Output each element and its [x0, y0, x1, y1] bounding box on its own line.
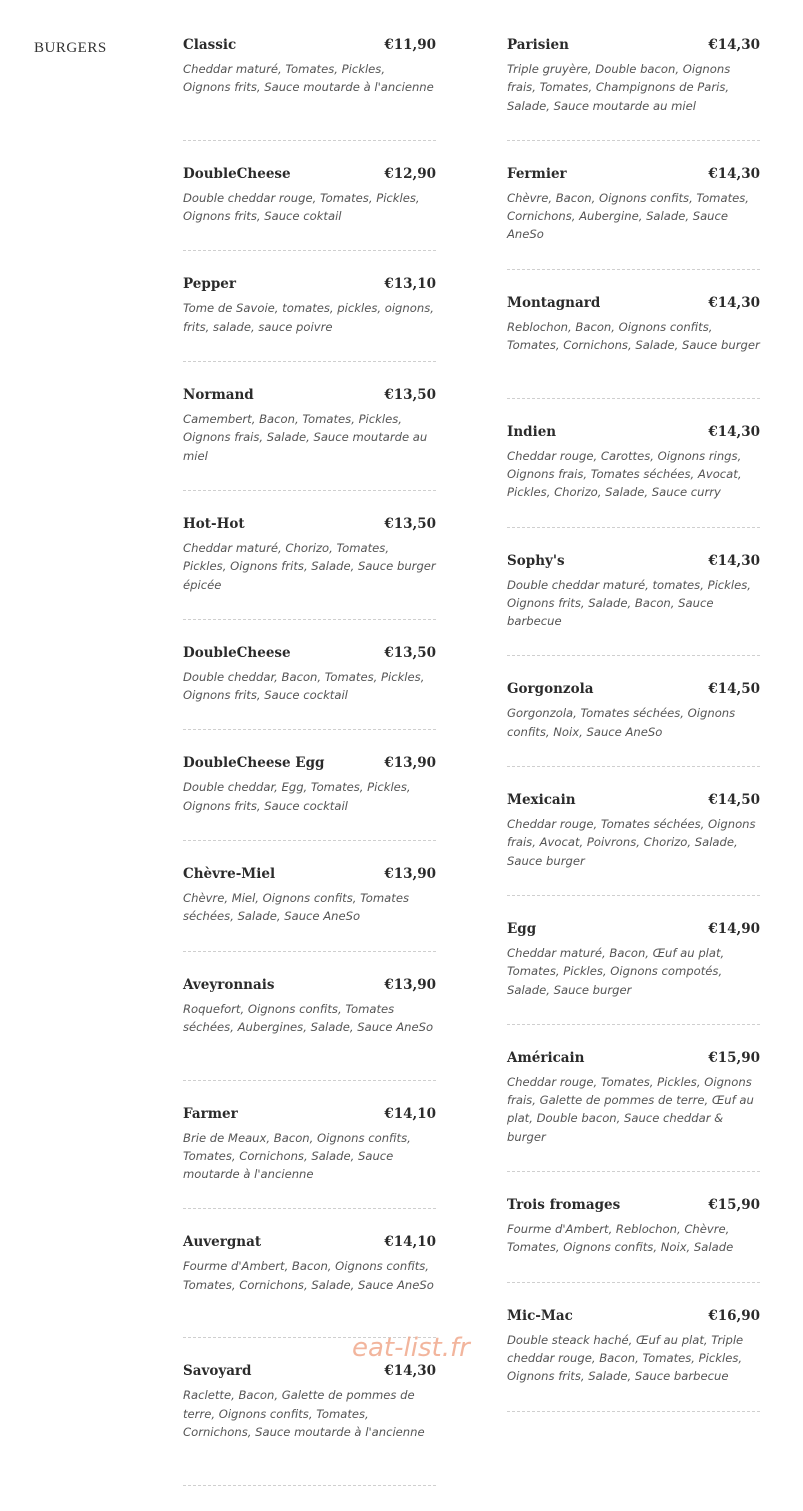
menu-item-header: [183, 516, 436, 532]
menu-item-price: €14,50: [708, 681, 760, 698]
menu-column-right: [507, 37, 760, 1437]
menu-item-divider: [183, 490, 436, 491]
menu-item-header: [507, 792, 760, 808]
menu-item-divider: [507, 655, 760, 656]
menu-item: [183, 1106, 436, 1209]
menu-item-price: €14,10: [384, 1234, 436, 1251]
menu-item-price: €16,90: [708, 1307, 760, 1324]
menu-item: [507, 1308, 760, 1411]
menu-item-name: Savoyard: [183, 1363, 252, 1380]
menu-item-description: Roquefort, Oignons confits, Tomates séchées, Aubergines, Salade, Sauce AneSo: [183, 1001, 434, 1034]
menu-item-header: [183, 37, 436, 53]
menu-item-header: [507, 424, 760, 440]
menu-item-divider: [183, 1080, 436, 1081]
menu-item-header: [507, 681, 760, 697]
menu-item-description: Cheddar maturé, Bacon, Œuf au plat, Tomates, Pickles, Oignons compotés, Salade, Sauce burger: [507, 945, 725, 997]
menu-item: [183, 1363, 436, 1484]
menu-item-header: [507, 1050, 760, 1066]
menu-item-divider: [183, 619, 436, 620]
menu-item: [507, 37, 760, 140]
menu-item-description: Cheddar rouge, Carottes, Oignons rings, Oignons frais, Tomates séchées, Avocat, Pickles, Chorizo, Salade, Sauce curry: [507, 448, 742, 500]
menu-item-divider: [507, 398, 760, 399]
menu-item-name: Mexicain: [507, 792, 576, 809]
menu-item-description: Fourme d'Ambert, Bacon, Oignons confits, Tomates, Cornichons, Salade, Sauce AneSo: [183, 1259, 434, 1292]
menu-item-price: €14,10: [384, 1105, 436, 1122]
menu-item: [183, 276, 436, 361]
menu-item: [183, 387, 436, 490]
menu-item-price: €13,90: [384, 755, 436, 772]
menu-item-description: Cheddar rouge, Tomates, Pickles, Oignons frais, Galette de pommes de terre, Œuf au plat, Double bacon, Sauce cheddar & burger: [507, 1074, 754, 1144]
menu-item-header: [183, 276, 436, 292]
menu-item-price: €14,30: [384, 1363, 436, 1380]
menu-item-description: Double cheddar, Egg, Tomates, Pickles, Oignons frits, Sauce cocktail: [183, 780, 411, 813]
menu-item-price: €13,10: [384, 276, 436, 293]
menu-item-header: [507, 921, 760, 937]
menu-item-price: €14,30: [708, 165, 760, 182]
menu-item-divider: [507, 269, 760, 270]
menu-item-divider: [507, 1282, 760, 1283]
menu-item-divider: [183, 951, 436, 952]
menu-item-name: Trois fromages: [507, 1197, 621, 1214]
menu-item-description: Gorgonzola, Tomates séchées, Oignons confits, Noix, Sauce AneSo: [507, 706, 736, 739]
menu-item-name: Montagnard: [507, 294, 601, 311]
menu-item-name: DoubleCheese Egg: [183, 755, 325, 772]
menu-item-header: [507, 166, 760, 182]
menu-item-name: Hot-Hot: [183, 515, 245, 532]
menu-item-description: Chèvre, Bacon, Oignons confits, Tomates, Cornichons, Aubergine, Salade, Sauce AneSo: [507, 190, 749, 242]
menu-item-description: Cheddar maturé, Chorizo, Tomates, Pickles, Oignons frits, Salade, Sauce burger épicée: [183, 540, 436, 592]
menu-item-description: Tome de Savoie, tomates, pickles, oignons, frits, salade, sauce poivre: [183, 301, 434, 334]
menu-item-name: Classic: [183, 37, 237, 53]
menu-item-price: €14,30: [708, 552, 760, 569]
menu-item-price: €14,30: [708, 423, 760, 440]
menu-item-price: €14,50: [708, 792, 760, 809]
menu-item-price: €13,50: [384, 387, 436, 404]
menu-item: [507, 1197, 760, 1282]
menu-item-description: Raclette, Bacon, Galette de pommes de terre, Oignons confits, Tomates, Cornichons, Sauce moutarde à l'ancienne: [183, 1388, 425, 1439]
menu-item-price: €14,90: [708, 920, 760, 937]
menu-item-header: [183, 166, 436, 182]
menu-item-divider: [183, 140, 436, 141]
menu-item: [507, 921, 760, 1024]
menu-item-header: [183, 977, 436, 993]
menu-item-name: Egg: [507, 920, 537, 937]
menu-item-description: Reblochon, Bacon, Oignons confits, Tomates, Cornichons, Salade, Sauce burger: [507, 319, 760, 353]
menu-item-price: €15,90: [708, 1197, 760, 1214]
menu-item-description: Cheddar rouge, Tomates séchées, Oignons frais, Avocat, Poivrons, Chorizo, Salade, Sauce burger: [507, 817, 756, 868]
menu-item-header: [183, 1363, 436, 1379]
menu-item-name: Pepper: [183, 276, 236, 293]
menu-item-header: [183, 866, 436, 882]
menu-item-name: Normand: [183, 387, 254, 404]
menu-item-header: [183, 1106, 436, 1122]
menu-item: [507, 424, 760, 527]
menu-item-divider: [507, 1411, 760, 1412]
menu-item-name: DoubleCheese: [183, 644, 291, 661]
menu-item: [507, 166, 760, 269]
menu-item: [507, 681, 760, 766]
menu-item-divider: [183, 1208, 436, 1209]
menu-item-price: €13,90: [384, 976, 436, 993]
menu-item-price: €14,30: [708, 37, 760, 53]
menu-item-price: €13,50: [384, 644, 436, 661]
section-title: BURGERS: [34, 40, 107, 56]
menu-item-description: Brie de Meaux, Bacon, Oignons confits, Tomates, Cornichons, Salade, Sauce moutarde à l'ancienne: [183, 1130, 411, 1182]
menu-item: [183, 977, 436, 1080]
menu-item-name: Gorgonzola: [507, 681, 594, 698]
menu-item-price: €14,30: [708, 294, 760, 311]
menu-item-header: [183, 645, 436, 661]
menu-item-description: Double cheddar, Bacon, Tomates, Pickles, Oignons frits, Sauce cocktail: [183, 669, 425, 703]
menu-item-name: Américain: [507, 1049, 585, 1066]
menu-item-divider: [183, 729, 436, 730]
menu-item-divider: [183, 361, 436, 362]
menu-item-name: Parisien: [507, 37, 569, 53]
watermark: eat-list.fr: [352, 1333, 470, 1363]
menu-item-name: Auvergnat: [183, 1234, 262, 1251]
menu-item-price: €13,50: [384, 515, 436, 532]
menu-item-name: DoubleCheese: [183, 165, 291, 182]
menu-item-header: [507, 1308, 760, 1324]
menu-item-name: Chèvre-Miel: [183, 866, 276, 883]
menu-item-price: €13,90: [384, 866, 436, 883]
menu-item-header: [507, 553, 760, 569]
menu-item-header: [507, 295, 760, 311]
menu-item: [183, 37, 436, 140]
menu-item-name: Sophy's: [507, 552, 565, 569]
menu-item-name: Fermier: [507, 165, 567, 182]
menu-item-description: Camembert, Bacon, Tomates, Pickles, Oignons frais, Salade, Sauce moutarde au miel: [183, 412, 428, 463]
menu-item: [183, 516, 436, 619]
menu-item-divider: [507, 766, 760, 767]
menu-item-header: [183, 1234, 436, 1250]
menu-item-price: €15,90: [708, 1049, 760, 1066]
menu-item-divider: [183, 250, 436, 251]
menu-item-name: Aveyronnais: [183, 976, 275, 993]
menu-item-price: €12,90: [384, 165, 436, 182]
menu-item: [507, 1050, 760, 1171]
menu-item: [507, 295, 760, 398]
menu-item-description: Cheddar maturé, Tomates, Pickles, Oignons frits, Sauce moutarde à l'ancienne: [183, 62, 434, 95]
menu-item-price: €11,90: [384, 37, 436, 53]
menu-column-left: [183, 37, 436, 1511]
menu-item-header: [507, 37, 760, 53]
menu-item-divider: [507, 1024, 760, 1025]
menu-item-divider: [183, 840, 436, 841]
menu-item-description: Double cheddar rouge, Tomates, Pickles, Oignons frits, Sauce coktail: [183, 190, 420, 224]
menu-item: [507, 553, 760, 656]
menu-item-name: Mic-Mac: [507, 1307, 573, 1324]
menu-item-description: Double cheddar maturé, tomates, Pickles, Oignons frits, Salade, Bacon, Sauce barbecue: [507, 577, 751, 629]
menu-item-description: Chèvre, Miel, Oignons confits, Tomates séchées, Salade, Sauce AneSo: [183, 891, 409, 924]
menu-item-header: [183, 755, 436, 771]
menu-item-divider: [183, 1337, 436, 1338]
menu-item: [507, 792, 760, 895]
menu-item: [183, 866, 436, 951]
menu-item-header: [183, 387, 436, 403]
menu-item-divider: [507, 895, 760, 896]
menu-item-description: Fourme d'Ambert, Reblochon, Chèvre, Tomates, Oignons confits, Noix, Salade: [507, 1222, 734, 1255]
menu-item: [183, 166, 436, 251]
menu-item: [183, 1234, 436, 1337]
menu-item-description: Triple gruyère, Double bacon, Oignons frais, Tomates, Champignons de Paris, Salade, Sauce moutarde au miel: [507, 62, 731, 113]
menu-item-divider: [507, 1171, 760, 1172]
menu-item-name: Farmer: [183, 1105, 238, 1122]
menu-item-name: Indien: [507, 423, 557, 440]
menu-item: [183, 755, 436, 840]
menu-item-divider: [183, 1485, 436, 1486]
menu-item-header: [507, 1197, 760, 1213]
menu-item-divider: [507, 140, 760, 141]
menu-item-description: Double steack haché, Œuf au plat, Triple cheddar rouge, Bacon, Tomates, Pickles, Oignons frits, Salade, Sauce barbecue: [507, 1332, 744, 1384]
menu-item-divider: [507, 527, 760, 528]
menu-item: [183, 645, 436, 730]
